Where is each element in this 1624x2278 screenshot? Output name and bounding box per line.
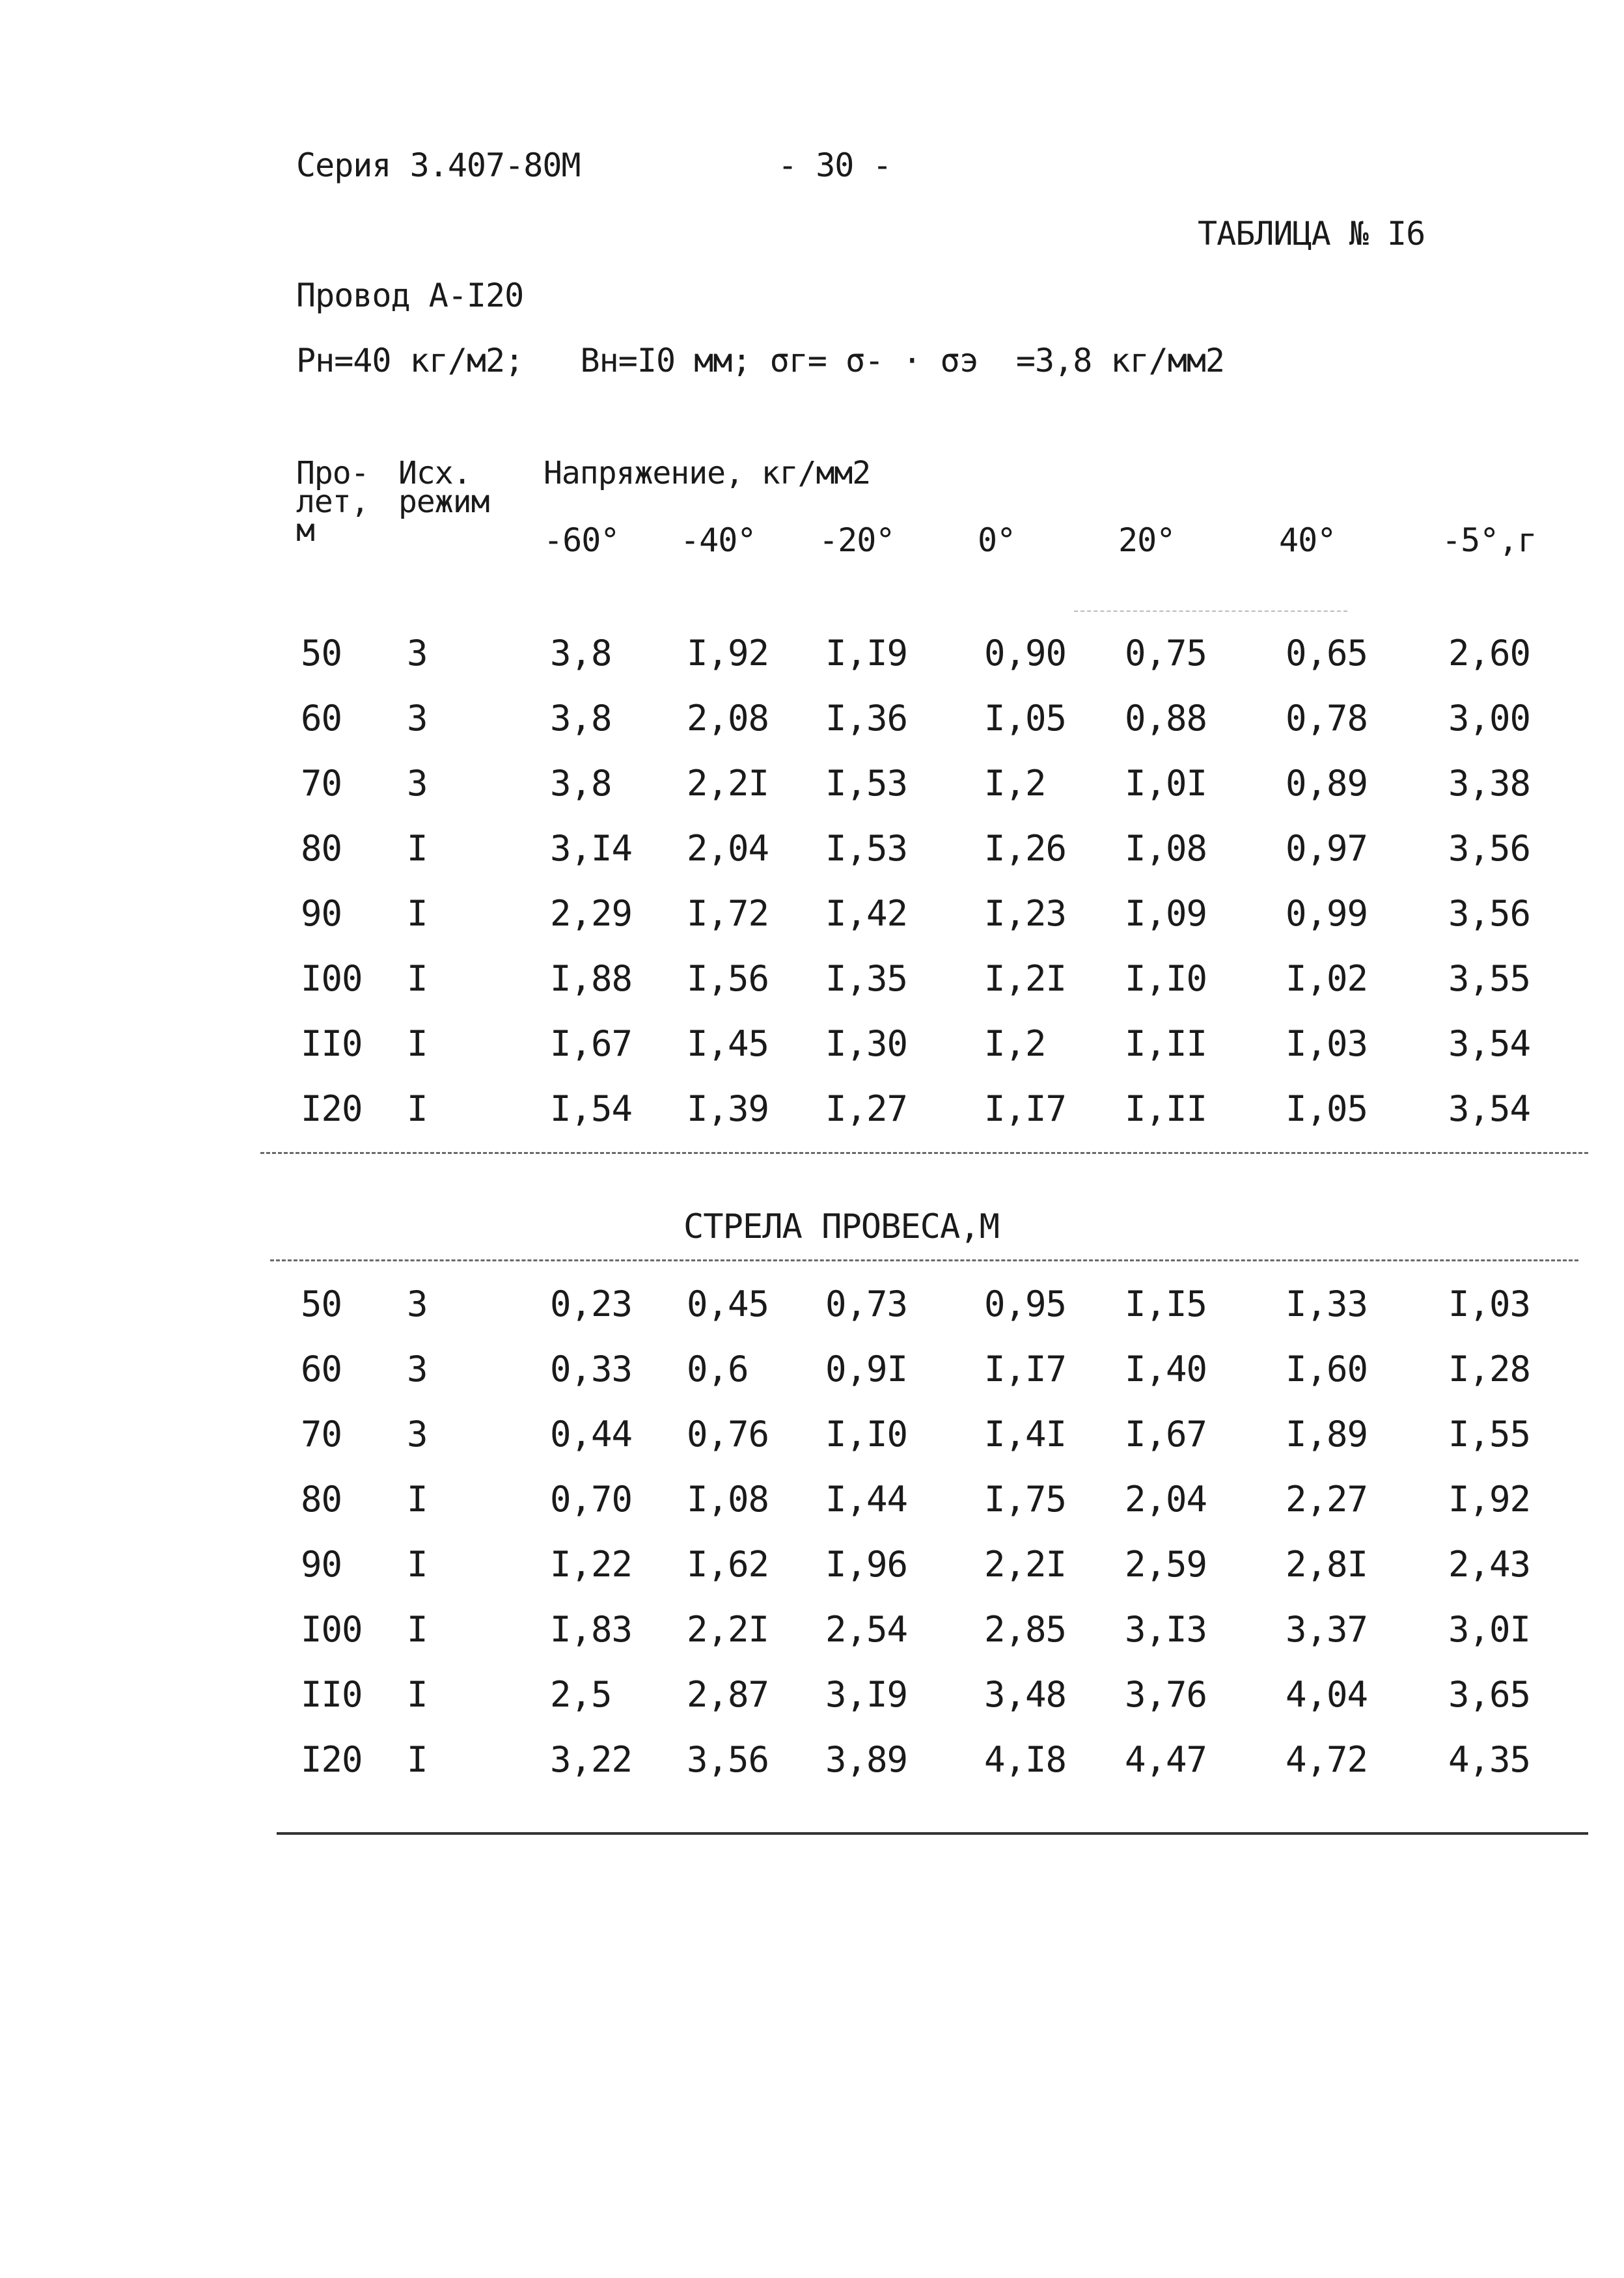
value-cell: I,I0 <box>1125 958 1207 999</box>
value-cell: 0,23 <box>550 1283 633 1324</box>
value-cell: 3,I4 <box>550 828 633 869</box>
value-cell: 3,I9 <box>825 1674 908 1715</box>
span-cell: 70 <box>301 763 342 804</box>
mode-cell: 3 <box>407 698 428 739</box>
mode-cell: 3 <box>407 763 428 804</box>
wire-label: Провод А-I20 <box>296 277 524 314</box>
stress-title: Напряжение, кг/мм2 <box>544 455 871 491</box>
value-cell: 0,73 <box>825 1283 908 1324</box>
value-cell: 3,00 <box>1448 698 1531 739</box>
value-cell: 2,60 <box>1448 633 1531 674</box>
value-cell: 3,37 <box>1286 1609 1368 1650</box>
value-cell: I,53 <box>825 828 908 869</box>
value-cell: I,08 <box>687 1479 769 1520</box>
value-cell: 2,04 <box>687 828 769 869</box>
value-cell: 0,65 <box>1286 633 1368 674</box>
value-cell: 4,35 <box>1448 1739 1531 1780</box>
value-cell: 2,5 <box>550 1674 612 1715</box>
value-cell: 2,2I <box>984 1544 1067 1585</box>
span-cell: 90 <box>301 893 342 934</box>
value-cell: 2,08 <box>687 698 769 739</box>
value-cell: 0,45 <box>687 1283 769 1324</box>
value-cell: 3,76 <box>1125 1674 1207 1715</box>
span-cell: 80 <box>301 1479 342 1520</box>
value-cell: 3,54 <box>1448 1088 1531 1129</box>
span-cell: I00 <box>301 1609 363 1650</box>
value-cell: I,45 <box>687 1023 769 1064</box>
value-cell: I,96 <box>825 1544 908 1585</box>
value-cell: I,28 <box>1448 1349 1531 1390</box>
value-cell: 0,97 <box>1286 828 1368 869</box>
value-cell: I,4I <box>984 1414 1067 1455</box>
span-cell: 90 <box>301 1544 342 1585</box>
mode-cell: I <box>407 828 428 869</box>
value-cell: 3,54 <box>1448 1023 1531 1064</box>
span-cell: I20 <box>301 1088 363 1129</box>
value-cell: 2,8I <box>1286 1544 1368 1585</box>
value-cell: 4,04 <box>1286 1674 1368 1715</box>
mode-cell: 3 <box>407 1283 428 1324</box>
value-cell: I,62 <box>687 1544 769 1585</box>
mode-cell: I <box>407 1739 428 1780</box>
temp-header: 40° <box>1279 521 1336 559</box>
mode-cell: 3 <box>407 1349 428 1390</box>
span-cell: 70 <box>301 1414 342 1455</box>
value-cell: I,I0 <box>825 1414 908 1455</box>
mode-cell: I <box>407 1674 428 1715</box>
span-cell: 50 <box>301 633 342 674</box>
value-cell: 3,56 <box>687 1739 769 1780</box>
value-cell: I,26 <box>984 828 1067 869</box>
value-cell: I,30 <box>825 1023 908 1064</box>
value-cell: I,II <box>1125 1023 1207 1064</box>
mode-cell: 3 <box>407 1414 428 1455</box>
temp-header: 0° <box>978 521 1016 559</box>
value-cell: 3,22 <box>550 1739 633 1780</box>
temp-header: -5°,г <box>1442 521 1537 559</box>
value-cell: I,I7 <box>984 1349 1067 1390</box>
value-cell: 3,8 <box>550 763 612 804</box>
divider-bottom <box>277 1832 1588 1835</box>
value-cell: I,67 <box>1125 1414 1207 1455</box>
value-cell: I,05 <box>1286 1088 1368 1129</box>
value-cell: 0,75 <box>1125 633 1207 674</box>
value-cell: 2,87 <box>687 1674 769 1715</box>
value-cell: 0,78 <box>1286 698 1368 739</box>
value-cell: 2,43 <box>1448 1544 1531 1585</box>
value-cell: I,2 <box>984 1023 1046 1064</box>
value-cell: I,2 <box>984 763 1046 804</box>
value-cell: I,I9 <box>825 633 908 674</box>
value-cell: I,56 <box>687 958 769 999</box>
value-cell: I,27 <box>825 1088 908 1129</box>
value-cell: 4,72 <box>1286 1739 1368 1780</box>
value-cell: 3,0I <box>1448 1609 1531 1650</box>
page-number: - 30 - <box>778 146 892 184</box>
value-cell: 0,33 <box>550 1349 633 1390</box>
divider-top <box>260 1152 1588 1154</box>
value-cell: 2,2I <box>687 763 769 804</box>
value-cell: 0,88 <box>1125 698 1207 739</box>
value-cell: 2,54 <box>825 1609 908 1650</box>
value-cell: 3,65 <box>1448 1674 1531 1715</box>
table-label: ТАБЛИЦА № I6 <box>1198 215 1425 253</box>
value-cell: 0,89 <box>1286 763 1368 804</box>
value-cell: 0,9I <box>825 1349 908 1390</box>
value-cell: 0,70 <box>550 1479 633 1520</box>
value-cell: I,03 <box>1448 1283 1531 1324</box>
value-cell: 2,04 <box>1125 1479 1207 1520</box>
value-cell: 4,47 <box>1125 1739 1207 1780</box>
value-cell: I,40 <box>1125 1349 1207 1390</box>
series-label: Серия 3.407-80М <box>296 146 581 184</box>
value-cell: I,03 <box>1286 1023 1368 1064</box>
value-cell: I,39 <box>687 1088 769 1129</box>
mode-cell: I <box>407 1479 428 1520</box>
value-cell: I,53 <box>825 763 908 804</box>
temp-header: 20° <box>1118 521 1176 559</box>
value-cell: I,88 <box>550 958 633 999</box>
value-cell: I,I5 <box>1125 1283 1207 1324</box>
value-cell: 3,55 <box>1448 958 1531 999</box>
value-cell: 0,6 <box>687 1349 749 1390</box>
value-cell: 3,48 <box>984 1674 1067 1715</box>
mode-cell: I <box>407 1609 428 1650</box>
mode-cell: 3 <box>407 633 428 674</box>
value-cell: I,54 <box>550 1088 633 1129</box>
temp-header: -20° <box>819 521 895 559</box>
span-cell: 60 <box>301 698 342 739</box>
value-cell: I,75 <box>984 1479 1067 1520</box>
value-cell: I,89 <box>1286 1414 1368 1455</box>
value-cell: I,05 <box>984 698 1067 739</box>
value-cell: 3,I3 <box>1125 1609 1207 1650</box>
col-span-header: Про- лет, м <box>296 455 369 549</box>
sag-title: СТРЕЛА ПРОВЕСА,М <box>683 1207 999 1246</box>
span-cell: I00 <box>301 958 363 999</box>
value-cell: I,I7 <box>984 1088 1067 1129</box>
value-cell: 0,90 <box>984 633 1067 674</box>
value-cell: I,2I <box>984 958 1067 999</box>
mode-cell: I <box>407 893 428 934</box>
value-cell: I,44 <box>825 1479 908 1520</box>
value-cell: 3,38 <box>1448 763 1531 804</box>
header-underline <box>1074 611 1347 612</box>
value-cell: 3,8 <box>550 698 612 739</box>
value-cell: I,83 <box>550 1609 633 1650</box>
value-cell: I,67 <box>550 1023 633 1064</box>
value-cell: 4,I8 <box>984 1739 1067 1780</box>
value-cell: 0,95 <box>984 1283 1067 1324</box>
mode-cell: I <box>407 1023 428 1064</box>
value-cell: I,02 <box>1286 958 1368 999</box>
col-mode-header: Исх. режим <box>398 455 489 520</box>
value-cell: 0,44 <box>550 1414 633 1455</box>
value-cell: I,II <box>1125 1088 1207 1129</box>
temp-header: -40° <box>680 521 756 559</box>
value-cell: 3,56 <box>1448 828 1531 869</box>
value-cell: I,60 <box>1286 1349 1368 1390</box>
value-cell: 3,89 <box>825 1739 908 1780</box>
mode-cell: I <box>407 958 428 999</box>
value-cell: 2,59 <box>1125 1544 1207 1585</box>
value-cell: 2,85 <box>984 1609 1067 1650</box>
value-cell: I,35 <box>825 958 908 999</box>
value-cell: I,22 <box>550 1544 633 1585</box>
span-cell: 80 <box>301 828 342 869</box>
value-cell: I,08 <box>1125 828 1207 869</box>
value-cell: I,36 <box>825 698 908 739</box>
span-cell: 60 <box>301 1349 342 1390</box>
value-cell: 2,2I <box>687 1609 769 1650</box>
value-cell: I,92 <box>1448 1479 1531 1520</box>
mode-cell: I <box>407 1544 428 1585</box>
value-cell: 3,8 <box>550 633 612 674</box>
temp-header: -60° <box>544 521 620 559</box>
value-cell: I,23 <box>984 893 1067 934</box>
value-cell: 2,29 <box>550 893 633 934</box>
value-cell: I,72 <box>687 893 769 934</box>
value-cell: 0,76 <box>687 1414 769 1455</box>
value-cell: I,42 <box>825 893 908 934</box>
divider-middle <box>270 1259 1578 1261</box>
mode-cell: I <box>407 1088 428 1129</box>
value-cell: I,55 <box>1448 1414 1531 1455</box>
value-cell: 3,56 <box>1448 893 1531 934</box>
span-cell: II0 <box>301 1674 363 1715</box>
value-cell: I,0I <box>1125 763 1207 804</box>
value-cell: I,92 <box>687 633 769 674</box>
span-cell: I20 <box>301 1739 363 1780</box>
value-cell: 0,99 <box>1286 893 1368 934</box>
span-cell: 50 <box>301 1283 342 1324</box>
span-cell: II0 <box>301 1023 363 1064</box>
value-cell: I,09 <box>1125 893 1207 934</box>
value-cell: I,33 <box>1286 1283 1368 1324</box>
params-line: Рн=40 кг/м2; Вн=I0 мм; σг= σ- · σэ =3,8 кг/мм2 <box>296 342 1225 379</box>
value-cell: 2,27 <box>1286 1479 1368 1520</box>
